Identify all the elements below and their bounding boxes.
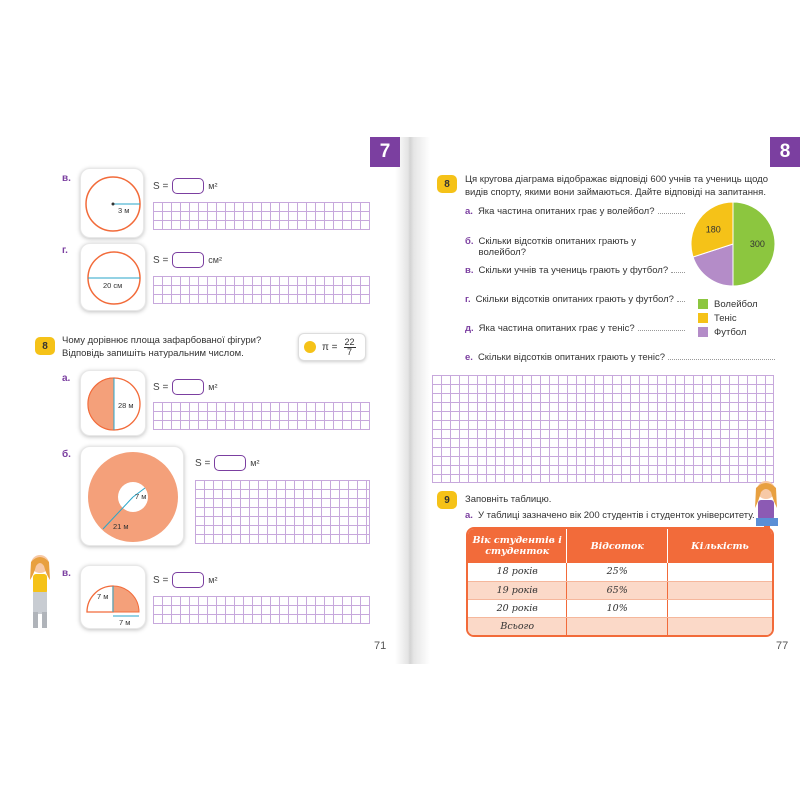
legend-swatch [698, 299, 708, 309]
work-grid[interactable] [153, 276, 370, 304]
answer-line[interactable] [668, 352, 775, 360]
bottom-label: 7 м [119, 618, 131, 627]
work-grid[interactable] [195, 480, 370, 544]
page-number-left: 71 [374, 640, 387, 652]
task-line: Чому дорівнює площа зафарбованої фігури? [62, 335, 262, 346]
question-text: Яка частина опитаних грає у теніс? [478, 323, 635, 334]
side-label: 7 м [97, 592, 109, 601]
table-cell: 19 років [468, 581, 567, 599]
task-subtext [465, 510, 765, 521]
unit-label: см² [208, 255, 222, 265]
answer-box[interactable] [172, 572, 204, 588]
quarter-circle-figure [81, 566, 147, 630]
pie-legend [698, 297, 758, 339]
task-question [62, 334, 261, 360]
item-label: а. [62, 373, 71, 384]
work-grid[interactable] [153, 402, 370, 430]
denominator: 7 [347, 346, 353, 357]
dimension-label: 28 м [118, 401, 134, 410]
item-label: г. [62, 245, 68, 256]
answer-line[interactable] [658, 206, 686, 214]
answer-line[interactable] [677, 294, 685, 302]
question-letter: а. [465, 206, 473, 217]
table-cell: 10% [567, 599, 668, 617]
age-table [466, 527, 774, 637]
work-grid[interactable] [153, 202, 370, 230]
question-row [465, 352, 775, 363]
s-prefix: S = [153, 381, 169, 393]
question-text: Яка частина опитаних грає у волейбол? [477, 206, 655, 217]
legend-label: Волейбол [714, 298, 758, 310]
table-header: Вік студентів і студенток [468, 529, 567, 563]
question-letter: д. [465, 323, 474, 334]
diameter-label: 20 см [103, 281, 123, 290]
item-label: в. [62, 568, 71, 579]
unit-label: м² [250, 458, 260, 468]
question-text: Скільки відсотків опитаних грають у футбол? [475, 294, 674, 305]
pi-hint [298, 333, 366, 361]
answer-box[interactable] [214, 455, 246, 471]
legend-item-volleyball [698, 297, 758, 311]
legend-swatch [698, 313, 708, 323]
question-letter: е. [465, 352, 473, 363]
task-badge [35, 337, 55, 355]
figure-quarter-circle [80, 565, 146, 629]
ring-figure [81, 447, 185, 547]
figure-circle-radius [80, 168, 144, 238]
question-letter: а. [465, 510, 473, 521]
circle-diameter-figure [81, 244, 147, 312]
figure-circle-diameter [80, 243, 146, 311]
unit-label: м² [208, 181, 218, 191]
table-cell-input[interactable] [667, 599, 772, 617]
figure-ring [80, 446, 184, 546]
item-label: в. [62, 173, 71, 184]
table-cell: 65% [567, 581, 668, 599]
table-header: Кількість [667, 529, 772, 563]
table-row [468, 617, 772, 635]
question-letter: б. [465, 236, 474, 247]
table-cell-input[interactable] [667, 617, 772, 635]
inner-radius-label: 7 м [135, 492, 147, 501]
table-cell-input[interactable] [567, 617, 668, 635]
question-row [465, 236, 685, 258]
answer-line[interactable] [671, 265, 685, 273]
legend-item-tennis [698, 311, 758, 325]
radius-label: 3 м [118, 206, 130, 215]
answer-line[interactable] [638, 323, 685, 331]
task-badge [437, 175, 457, 193]
table-header: Відсоток [567, 529, 668, 563]
s-prefix: S = [195, 457, 211, 469]
answer-box[interactable] [172, 379, 204, 395]
circle-radius-figure [81, 169, 145, 239]
legend-swatch [698, 327, 708, 337]
area-answer-v2 [153, 572, 217, 588]
pi-prefix: π = [322, 341, 338, 353]
page-tab-right [770, 137, 800, 167]
numerator: 22 [344, 336, 355, 347]
question-text: Скільки відсотків опитаних грають у волейбол? [478, 236, 637, 258]
sports-pie-chart [688, 198, 778, 290]
question-text: Скільки учнів та учениць грають у футбол? [478, 265, 669, 276]
table-cell: Всього [468, 617, 567, 635]
area-answer-a [153, 379, 217, 395]
area-answer-v [153, 178, 217, 194]
task-question [465, 173, 768, 199]
task-number: 8 [444, 178, 450, 190]
area-answer-b [195, 455, 259, 471]
table-cell-input[interactable] [667, 581, 772, 599]
table-cell: 20 років [468, 599, 567, 617]
tab-number: 7 [379, 141, 391, 162]
table-row [468, 599, 772, 617]
table-row [468, 563, 772, 581]
table-cell: 18 років [468, 563, 567, 581]
unit-label: м² [208, 575, 218, 585]
question-text: Скільки відсотків опитаних грають у теніс? [477, 352, 665, 363]
legend-item-football [698, 325, 758, 339]
answer-box[interactable] [172, 252, 204, 268]
pie-slice-value-label: 180 [705, 224, 721, 235]
task-number: 9 [444, 494, 450, 506]
table-header-row [468, 529, 772, 563]
girl-thinking-icon [22, 552, 58, 632]
work-grid[interactable] [153, 596, 370, 624]
question-row [465, 206, 685, 217]
task-title: Заповніть таблицю. [465, 494, 552, 505]
question-row [465, 323, 685, 334]
figure-half-circle [80, 370, 146, 436]
page-number-right: 77 [776, 640, 789, 652]
item-label: б. [62, 449, 71, 460]
task-line: Відповідь запишіть натуральним числом. [62, 348, 244, 359]
page-tab-left [370, 137, 400, 167]
work-grid[interactable] [432, 375, 774, 483]
legend-label: Футбол [714, 326, 747, 338]
answer-box[interactable] [172, 178, 204, 194]
s-prefix: S = [153, 180, 169, 192]
s-prefix: S = [153, 254, 169, 266]
age-table-grid [468, 529, 772, 635]
pie-slice-value-label: 300 [749, 239, 765, 249]
question-letter: в. [465, 265, 474, 276]
legend-label: Теніс [714, 312, 737, 324]
task-badge [437, 491, 457, 509]
s-prefix: S = [153, 574, 169, 586]
unit-label: м² [208, 382, 218, 392]
area-answer-g [153, 252, 222, 268]
question-row [465, 294, 685, 305]
pi-fraction [344, 338, 356, 357]
outer-radius-label: 21 м [113, 522, 129, 531]
question-letter: г. [465, 294, 471, 305]
task-number: 8 [42, 340, 48, 352]
question-row [465, 265, 685, 276]
girl-illustration [22, 552, 58, 632]
question-text: У таблиці зазначено вік 200 студентів і студенток університету. [477, 510, 755, 521]
half-circle-figure [81, 371, 147, 437]
table-cell: 25% [567, 563, 668, 581]
table-cell-input[interactable] [667, 563, 772, 581]
task-line: Ця кругова діаграма відображає відповіді 600 учнів та учениць щодо [465, 174, 768, 185]
table-row [468, 581, 772, 599]
tab-number: 8 [779, 141, 791, 162]
task-line: видів спорту, якими вони займаються. Дайте відповіді на запитання. [465, 187, 766, 198]
lightbulb-icon [304, 341, 316, 353]
